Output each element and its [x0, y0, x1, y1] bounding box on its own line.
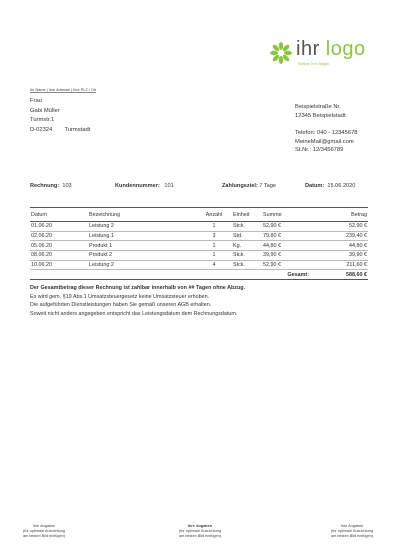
cell-sum: 44,80 € [262, 241, 310, 251]
footer-left-line2: am besten Bild einfügen) [22, 534, 65, 538]
footer-center [170, 524, 230, 539]
logo-text-main: ihr [296, 38, 326, 60]
company-info [295, 103, 358, 155]
cell-date: 02.06.20 [30, 231, 88, 241]
footer-left [14, 524, 74, 539]
payment-note-line: Der Gesamtbetrag dieser Rechnung ist zahlbar innerhalb von ## Tagen ohne Abzug. [30, 285, 246, 291]
cell-date: 01.06.20 [30, 222, 88, 232]
cell-quantity: 3 [196, 231, 232, 241]
cell-unit: Std. [232, 231, 262, 241]
cell-sum: 52,90 € [262, 260, 310, 270]
cell-description: Leistung 2 [88, 222, 196, 232]
logo-text-accent: logo [325, 38, 366, 60]
payment-terms-value: 7 Tage [259, 183, 277, 189]
footer-left-line1: (für optimale Ausrichtung [23, 529, 65, 533]
cell-sum: 39,90 € [262, 251, 310, 261]
cell-unit: Stck. [232, 260, 262, 270]
footer-center-title: Ihre Angaben [187, 524, 213, 528]
terms-note-line: Die aufgeführten Dienstleistungen haben Sie gemäß unseren AGB erhalten. [30, 302, 212, 309]
invoice-items-table [30, 207, 368, 280]
company-city: 12345 Beispielstadt [295, 112, 346, 119]
company-phone: Telefon: 040 - 12345678 [295, 130, 358, 137]
service-date-note-line: Soweit nicht anders angegeben entspricht das Leistungsdatum dem Rechnungsdatum. [30, 310, 238, 317]
total-value: 588,60 € [310, 270, 368, 280]
cell-description: Leistung 1 [88, 231, 196, 241]
recipient-name: Gabi Müller [30, 107, 60, 114]
cell-date: 05.06.20 [30, 241, 88, 251]
cell-description: Produkt 2 [88, 251, 196, 261]
cell-quantity: 1 [196, 251, 232, 261]
table-row [30, 251, 368, 261]
cell-quantity: 4 [196, 260, 232, 270]
invoice-number-label: Rechnung: [30, 183, 60, 189]
header-sum: Summe [262, 208, 310, 222]
company-street: Beispielstraße Nr. [295, 104, 341, 110]
header-quantity: Anzahl [196, 208, 232, 222]
invoice-number-value: 103 [62, 183, 72, 189]
footer-center-line1: (für optimale Ausrichtung [179, 529, 221, 533]
footer-center-line2: am besten Bild einfügen) [178, 534, 221, 538]
footer-left-title: Ihre Angaben [32, 524, 56, 528]
flower-logo-icon [270, 42, 292, 64]
cell-quantity: 1 [196, 222, 232, 232]
footer-right-title: Ihre Angaben [340, 524, 364, 528]
customer-number-value: 101 [164, 183, 174, 189]
cell-amount: 39,90 € [310, 251, 368, 261]
footer-right-line2: am besten Bild einfügen) [330, 534, 373, 538]
invoice-date [305, 183, 355, 189]
cell-amount: 239,40 € [310, 231, 368, 241]
header-description: Bezeichnung [88, 208, 196, 222]
cell-unit: Kg. [232, 241, 262, 251]
header-amount: Betrag [310, 208, 368, 222]
footer-right-line1: (für optimale Ausrichtung [331, 529, 373, 533]
tax-note-line: Es wird gem. §19 Abs.1 Umsatzsteuergesetz keine Umsatzsteuer erhoben. [30, 293, 210, 300]
company-email: MeineMail@gmail.com [295, 138, 354, 145]
table-total-row [30, 270, 368, 280]
cell-date: 10.06.20 [30, 260, 88, 270]
company-tax-number: St.Nr.: 12/3456789 [295, 147, 344, 154]
header-unit: Einheit [232, 208, 262, 222]
footer-right [322, 524, 382, 539]
cell-description: Produkt 1 [88, 241, 196, 251]
payment-terms-label: Zahlungsziel: [222, 183, 258, 189]
invoice-date-value: 15.06.2020 [327, 183, 356, 189]
table-row [30, 241, 368, 251]
table-row [30, 222, 368, 232]
logo-slogan: Schöne Text Slogan [298, 62, 330, 66]
customer-number-label: Kundennummer: [115, 183, 160, 189]
total-label: Gesamt: [30, 270, 310, 280]
payment-notes [30, 284, 245, 318]
sender-address-line: Ihr Name | Ihre Adresse | Ihre PLZ / Ort [30, 88, 97, 92]
cell-amount: 52,90 € [310, 222, 368, 232]
recipient-street: Turmstr.1 [30, 117, 55, 123]
payment-terms [222, 183, 276, 189]
cell-quantity: 1 [196, 241, 232, 251]
cell-amount: 211,60 € [310, 260, 368, 270]
table-header-row [30, 208, 368, 222]
cell-unit: Stck. [232, 222, 262, 232]
recipient-city: Turmstadt [64, 126, 91, 133]
logo-text [296, 38, 366, 61]
invoice-number [30, 183, 72, 189]
customer-number [115, 183, 174, 189]
cell-date: 08.06.20 [30, 251, 88, 261]
header-date: Datum [30, 208, 88, 222]
cell-amount: 44,80 € [310, 241, 368, 251]
cell-unit: Stck. [232, 251, 262, 261]
invoice-date-label: Datum: [305, 183, 325, 189]
cell-sum: 52,90 € [262, 222, 310, 232]
company-logo [268, 40, 368, 70]
cell-sum: 79,80 € [262, 231, 310, 241]
cell-description: Leistung 2 [88, 260, 196, 270]
table-row [30, 260, 368, 270]
table-row [30, 231, 368, 241]
recipient-salutation: Frau [30, 98, 42, 104]
recipient-address [30, 97, 90, 135]
recipient-zip: D-02324 [30, 126, 53, 133]
